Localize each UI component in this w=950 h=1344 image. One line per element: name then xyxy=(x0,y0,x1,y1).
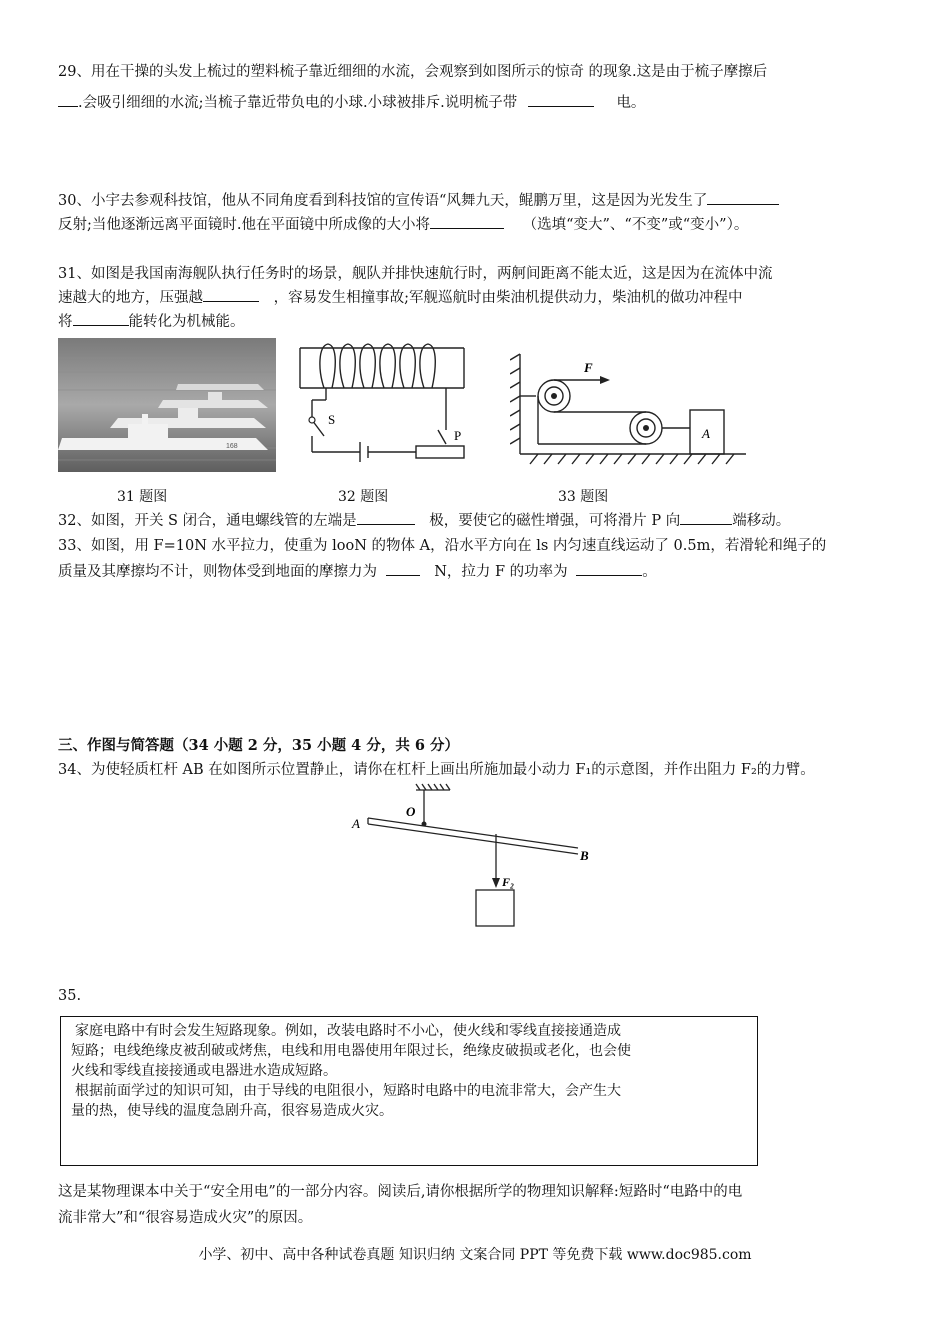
fig33-caption: 33 题图 xyxy=(558,489,609,505)
q32-b: 极，要使它的磁性增强，可将滑片 P 向 xyxy=(429,513,681,529)
fig34-lever-diagram xyxy=(350,782,600,932)
q34-text: 34、为使轻质杠杆 AB 在如图所示位置静止，请你在杠杆上画出所施加最小动力 F₁的示意图，并作出阻力 F₂的力臂。 xyxy=(58,762,815,778)
fig34-label-B: B xyxy=(580,848,589,863)
q33-line2 xyxy=(58,561,657,582)
q30-blank2[interactable] xyxy=(430,214,504,229)
section3-heading: 三、作图与简答题（34 小题 2 分，35 小题 4 分，共 6 分） xyxy=(58,737,460,754)
q33-line1: 33、如图，用 F=10N 水平拉力，使重为 looN 的物体 A，沿水平方向在 ls 内匀速直线运动了 0.5m，若滑轮和绳子的 xyxy=(58,538,827,554)
q35-after-line1: 这是某物理课本中关于“安全用电”的一部分内容。阅读后,请你根据所学的物理知识解释:短路时“电路中的电 xyxy=(58,1184,743,1200)
q30-line2b: （选填“变大”、“不变”或“变小”）。 xyxy=(522,217,749,233)
fig31-ship-photo xyxy=(58,338,276,472)
q31-blank2[interactable] xyxy=(73,311,129,326)
q31-line2a: 速越大的地方，压强越 xyxy=(58,290,203,306)
q31-line3a: 将 xyxy=(58,314,73,330)
fig32-caption: 32 题图 xyxy=(338,489,389,505)
q35-box-line1: 家庭电路中有时会发生短路现象。例如，改装电路时不小心，使火线和零线直接接通造成 xyxy=(75,1023,621,1039)
q30-blank1[interactable] xyxy=(707,190,779,205)
q32-a: 32、如图，开关 S 闭合，通电螺线管的左端是 xyxy=(58,513,357,529)
q31-line3b: 能转化为机械能。 xyxy=(128,314,245,330)
q35-box-line4: 根据前面学过的知识可知，由于导线的电阻很小，短路时电路中的电流非常大，会产生大 xyxy=(75,1083,621,1099)
q33-blank2[interactable] xyxy=(576,561,642,576)
q32-line xyxy=(58,510,790,531)
fig33-label-A: A xyxy=(702,426,710,441)
q33-line2b: N，拉力 F 的功率为 xyxy=(434,564,568,580)
q31-line1: 31、如图是我国南海舰队执行任务时的场景，舰队并排快速航行时，两舸间距离不能太近，这是因为在流体中流 xyxy=(58,266,773,282)
q29-blank1[interactable] xyxy=(58,92,78,107)
q35-after-line2: 流非常大”和“很容易造成火灾”的原因。 xyxy=(58,1210,313,1226)
q32-c: 端移动。 xyxy=(732,513,791,529)
fig34-label-F2: F₂ xyxy=(502,875,515,889)
q31-line3 xyxy=(58,311,245,332)
q35-box-line3: 火线和零线直接接通或电器进水造成短路。 xyxy=(71,1063,337,1079)
fig32-solenoid-circuit xyxy=(296,340,476,470)
q35-box-line5: 量的热，使导线的温度急剧升高，很容易造成火灾。 xyxy=(71,1103,393,1119)
q33-line2a: 质量及其摩擦均不计，则物体受到地面的摩擦力为 xyxy=(58,564,377,580)
fig32-label-P: P xyxy=(454,428,462,443)
q29-line2a: .会吸引细细的水流;当梳子靠近带负电的小球.小球被排斥.说明梳子带 xyxy=(78,95,518,111)
fig34-label-O: O xyxy=(406,804,416,819)
q33-blank1[interactable] xyxy=(386,561,420,576)
fig32-label-S: S xyxy=(328,412,336,427)
q29-blank2[interactable] xyxy=(528,92,594,107)
q30-line2 xyxy=(58,214,748,235)
page-footer: 小学、初中、高中各种试卷真题 知识归纳 文案合同 PPT 等免费下载 www.doc985.com xyxy=(198,1247,752,1263)
q30-line1 xyxy=(58,190,779,211)
q35-number: 35. xyxy=(58,988,82,1004)
fig33-label-F: F xyxy=(584,360,593,375)
q29-line2b: 电。 xyxy=(616,95,646,111)
q32-blank1[interactable] xyxy=(357,510,415,525)
q31-blank1[interactable] xyxy=(203,287,259,302)
q30-line1-text: 30、小宇去参观科技馆，他从不同角度看到科技馆的宣传语“风舞九天，鲲鹏万里，这是因为光发生了 xyxy=(58,193,708,209)
q35-box-line2: 短路；电线绝缘皮被刮破或烤焦，电线和用电器使用年限过长，绝缘皮破损或老化，也会使 xyxy=(71,1043,631,1059)
q33-line2c: 。 xyxy=(642,564,657,580)
q29-line2 xyxy=(58,92,645,113)
q31-line2 xyxy=(58,287,743,308)
q31-line2b: ，容易发生相撞事故;军舰巡航时由柴油机提供动力，柴油机的做功冲程中 xyxy=(273,290,743,306)
q35-textbox xyxy=(60,1016,758,1166)
fig31-ship-number: 168 xyxy=(226,443,238,450)
fig34-label-A: A xyxy=(352,816,360,831)
q30-line2a: 反射;当他逐渐远离平面镜时.他在平面镜中所成像的大小将 xyxy=(58,217,430,233)
fig33-pulley-system xyxy=(510,350,750,465)
q29-line1: 29、用在干操的头发上梳过的塑料梳子靠近细细的水流，会观察到如图所示的惊奇 的现象.这是由于梳子摩擦后 xyxy=(58,64,768,80)
q32-blank2[interactable] xyxy=(680,510,732,525)
fig31-caption: 31 题图 xyxy=(117,489,168,505)
